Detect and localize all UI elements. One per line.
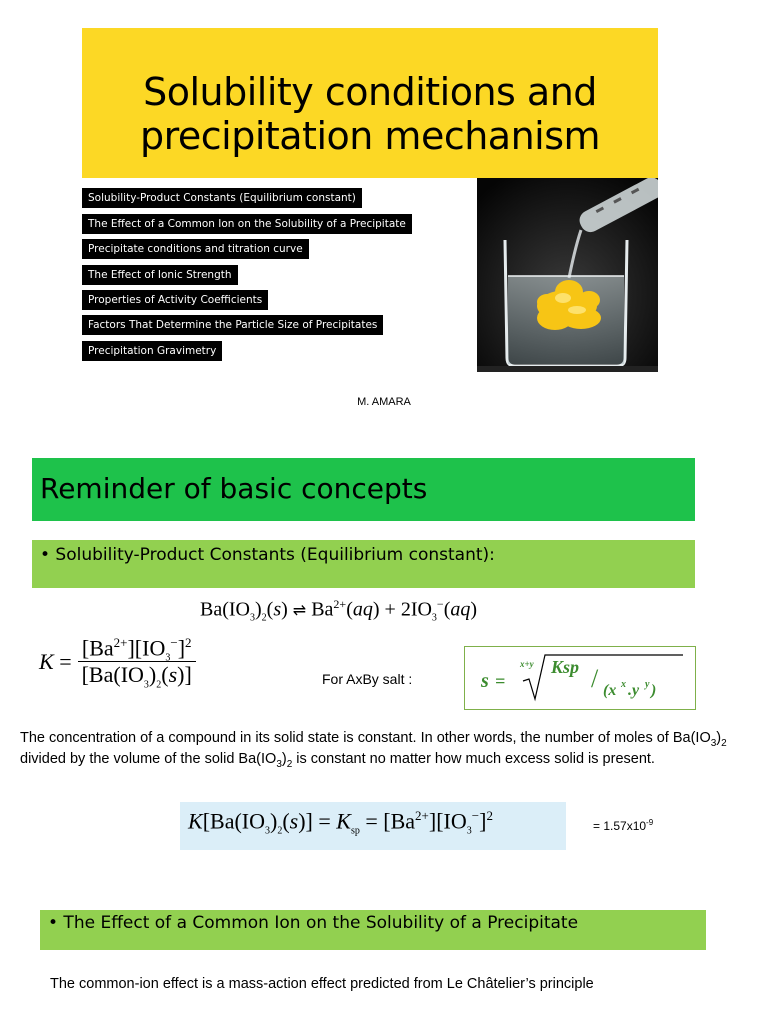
- para-part: divided by the volume of the solid Ba(IO: [20, 751, 277, 767]
- svg-text:(x: (x: [603, 682, 617, 699]
- dissolution-equation: $Ba(IO_3)_2(s)$ ⇌ $Ba^{2+}(aq) + 2IO_3^-(aq)$: [200, 597, 478, 624]
- topic-item: Solubility-Product Constants (Equilibrium constant): [82, 188, 362, 208]
- svg-text:/: /: [591, 664, 599, 693]
- slide-heading: Reminder of basic concepts: [40, 472, 428, 505]
- topic-item: Precipitation Gravimetry: [82, 341, 222, 361]
- solubility-product-equation: $K[Ba(IO_3)_2(s)] = K_{sp} = [Ba^{2+}][IO_3^-]^2$: [188, 808, 493, 837]
- precipitate-beaker-photo: [477, 178, 658, 372]
- topic-item: Precipitate conditions and titration curve: [82, 239, 309, 259]
- svg-text:Ksp: Ksp: [551, 657, 580, 677]
- common-ion-text: The common-ion effect is a mass-action effect predicted from Le Châtelier’s principle: [50, 976, 594, 992]
- para-part: The concentration of a compound in its solid state is constant. In other words, the number of moles of Ba(IO: [20, 730, 711, 746]
- equilibrium-constant-expression: K = $[Ba^{2+}][IO_3^-]^2$ $[Ba(IO_3)_2(s)]$: [38, 635, 196, 688]
- svg-text:=: =: [495, 671, 506, 691]
- svg-text:x: x: [621, 679, 626, 690]
- ksp-exponent: -9: [646, 818, 654, 827]
- slide-title: [82, 70, 658, 158]
- ksp-value-text: = 1.57x10: [593, 819, 647, 833]
- svg-text:.y: .y: [628, 682, 640, 699]
- svg-text:): ): [651, 682, 657, 699]
- svg-text:x+y: x+y: [520, 659, 534, 669]
- concentration-paragraph: The concentration of a compound in its solid state is constant. In other words, the number of moles of $Ba(IO_3)_2$ divided by the volume of the solid $Ba(IO_3)_2$ is constant no matter how much excess solid is present.: [20, 730, 727, 770]
- topic-item: The Effect of Ionic Strength: [82, 265, 238, 285]
- section-title: • Solubility-Product Constants (Equilibrium constant):: [40, 545, 495, 565]
- author-name: M. AMARA: [357, 396, 411, 408]
- title-line-2: precipitation mechanism: [139, 114, 601, 158]
- title-line-1: Solubility conditions and: [143, 70, 597, 114]
- topic-item: The Effect of a Common Ion on the Solubility of a Precipitate: [82, 214, 412, 234]
- topic-item: Properties of Activity Coefficients: [82, 290, 268, 310]
- svg-text:s: s: [481, 670, 489, 692]
- for-salt-label: For AxBy salt :: [322, 671, 413, 687]
- section-title: • The Effect of a Common Ion on the Solubility of a Precipitate: [48, 913, 579, 933]
- ksp-value: [593, 818, 653, 833]
- para-part: is constant no matter how much excess solid is present.: [292, 751, 655, 767]
- svg-text:y: y: [645, 679, 650, 690]
- solubility-formula-box: [464, 646, 696, 710]
- topic-item: Factors That Determine the Particle Size of Precipitates: [82, 315, 383, 335]
